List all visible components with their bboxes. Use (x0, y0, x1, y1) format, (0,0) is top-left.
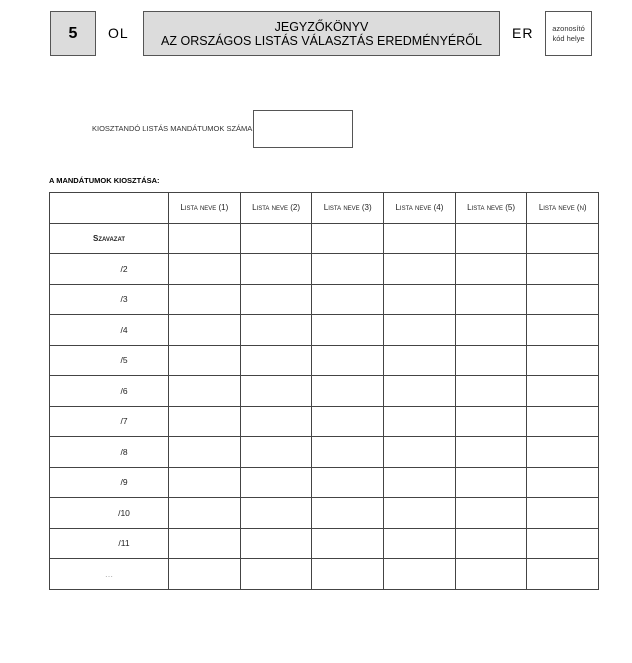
entry-cell[interactable] (384, 223, 456, 254)
row-label: /2 (50, 254, 169, 285)
row-label: /6 (50, 376, 169, 407)
entry-cell[interactable] (455, 467, 527, 498)
table-row (50, 437, 599, 468)
entry-cell[interactable] (384, 498, 456, 529)
entry-cell[interactable] (312, 254, 384, 285)
entry-cell[interactable] (169, 254, 241, 285)
title-line-2: AZ ORSZÁGOS LISTÁS VÁLASZTÁS EREDMÉNYÉRŐL (161, 33, 482, 48)
entry-cell[interactable] (240, 376, 312, 407)
entry-cell[interactable] (455, 559, 527, 590)
mandates-count-label: KIOSZTANDÓ LISTÁS MANDÁTUMOK SZÁMA: (92, 124, 255, 133)
entry-cell[interactable] (384, 406, 456, 437)
entry-cell[interactable] (312, 284, 384, 315)
entry-cell[interactable] (455, 345, 527, 376)
entry-cell[interactable] (384, 437, 456, 468)
table-row (50, 376, 599, 407)
row-label: /7 (50, 406, 169, 437)
column-header: Lista neve (3) (312, 193, 384, 224)
entry-cell[interactable] (527, 345, 599, 376)
entry-cell[interactable] (169, 437, 241, 468)
form-number-box (50, 11, 96, 56)
entry-cell[interactable] (384, 345, 456, 376)
entry-cell[interactable] (312, 223, 384, 254)
entry-cell[interactable] (455, 406, 527, 437)
entry-cell[interactable] (455, 528, 527, 559)
table-row (50, 467, 599, 498)
column-header: Lista neve (5) (455, 193, 527, 224)
table-row (50, 498, 599, 529)
entry-cell[interactable] (527, 376, 599, 407)
entry-cell[interactable] (169, 315, 241, 346)
entry-cell[interactable] (384, 284, 456, 315)
right-code: ER (512, 25, 534, 41)
column-header: Lista neve (1) (169, 193, 241, 224)
mandates-count-field[interactable] (253, 110, 353, 148)
entry-cell[interactable] (527, 315, 599, 346)
entry-cell[interactable] (527, 559, 599, 590)
column-header: Lista neve (2) (240, 193, 312, 224)
entry-cell[interactable] (240, 498, 312, 529)
entry-cell[interactable] (312, 467, 384, 498)
entry-cell[interactable] (384, 254, 456, 285)
entry-cell[interactable] (312, 345, 384, 376)
entry-cell[interactable] (384, 467, 456, 498)
table-row (50, 559, 599, 590)
entry-cell[interactable] (312, 315, 384, 346)
entry-cell[interactable] (527, 467, 599, 498)
entry-cell[interactable] (527, 254, 599, 285)
id-box-line-1: azonosító (552, 23, 585, 33)
table-row (50, 345, 599, 376)
entry-cell[interactable] (455, 437, 527, 468)
entry-cell[interactable] (169, 559, 241, 590)
entry-cell[interactable] (169, 345, 241, 376)
entry-cell[interactable] (312, 437, 384, 468)
entry-cell[interactable] (455, 376, 527, 407)
table-row (50, 254, 599, 285)
row-label: /11 (50, 528, 169, 559)
entry-cell[interactable] (527, 437, 599, 468)
entry-cell[interactable] (312, 376, 384, 407)
table-row (50, 223, 599, 254)
entry-cell[interactable] (455, 254, 527, 285)
entry-cell[interactable] (169, 406, 241, 437)
entry-cell[interactable] (169, 284, 241, 315)
entry-cell[interactable] (527, 284, 599, 315)
entry-cell[interactable] (527, 498, 599, 529)
entry-cell[interactable] (169, 223, 241, 254)
entry-cell[interactable] (240, 345, 312, 376)
entry-cell[interactable] (240, 254, 312, 285)
entry-cell[interactable] (240, 437, 312, 468)
entry-cell[interactable] (527, 223, 599, 254)
entry-cell[interactable] (240, 528, 312, 559)
section-title: A MANDÁTUMOK KIOSZTÁSA: (49, 176, 160, 185)
title-box (143, 11, 500, 56)
entry-cell[interactable] (240, 559, 312, 590)
table-header-row (50, 193, 599, 224)
row-label: … (50, 559, 169, 590)
table-row (50, 406, 599, 437)
entry-cell[interactable] (384, 376, 456, 407)
id-code-box (545, 11, 592, 56)
entry-cell[interactable] (240, 406, 312, 437)
entry-cell[interactable] (455, 315, 527, 346)
row-label: Szavazat (50, 223, 169, 254)
entry-cell[interactable] (312, 406, 384, 437)
entry-cell[interactable] (527, 406, 599, 437)
entry-cell[interactable] (312, 559, 384, 590)
table-row (50, 528, 599, 559)
entry-cell[interactable] (384, 315, 456, 346)
entry-cell[interactable] (240, 315, 312, 346)
table-row (50, 284, 599, 315)
entry-cell[interactable] (384, 559, 456, 590)
corner-cell (50, 193, 169, 224)
row-label: /9 (50, 467, 169, 498)
table-row (50, 315, 599, 346)
entry-cell[interactable] (455, 223, 527, 254)
row-label: /5 (50, 345, 169, 376)
row-label: /8 (50, 437, 169, 468)
id-box-line-2: kód helye (552, 33, 585, 43)
left-code: OL (108, 25, 129, 41)
entry-cell[interactable] (169, 467, 241, 498)
entry-cell[interactable] (240, 223, 312, 254)
title-line-1: JEGYZŐKÖNYV (274, 19, 369, 34)
entry-cell[interactable] (312, 528, 384, 559)
form-number: 5 (68, 24, 78, 42)
entry-cell[interactable] (312, 498, 384, 529)
entry-cell[interactable] (169, 528, 241, 559)
row-label: /4 (50, 315, 169, 346)
entry-cell[interactable] (455, 284, 527, 315)
entry-cell[interactable] (169, 498, 241, 529)
row-label: /3 (50, 284, 169, 315)
column-header: Lista neve (4) (384, 193, 456, 224)
entry-cell[interactable] (455, 498, 527, 529)
entry-cell[interactable] (240, 284, 312, 315)
entry-cell[interactable] (384, 528, 456, 559)
entry-cell[interactable] (169, 376, 241, 407)
column-header: Lista neve (n) (527, 193, 599, 224)
row-label: /10 (50, 498, 169, 529)
mandate-allocation-table (49, 192, 599, 590)
entry-cell[interactable] (240, 467, 312, 498)
entry-cell[interactable] (527, 528, 599, 559)
